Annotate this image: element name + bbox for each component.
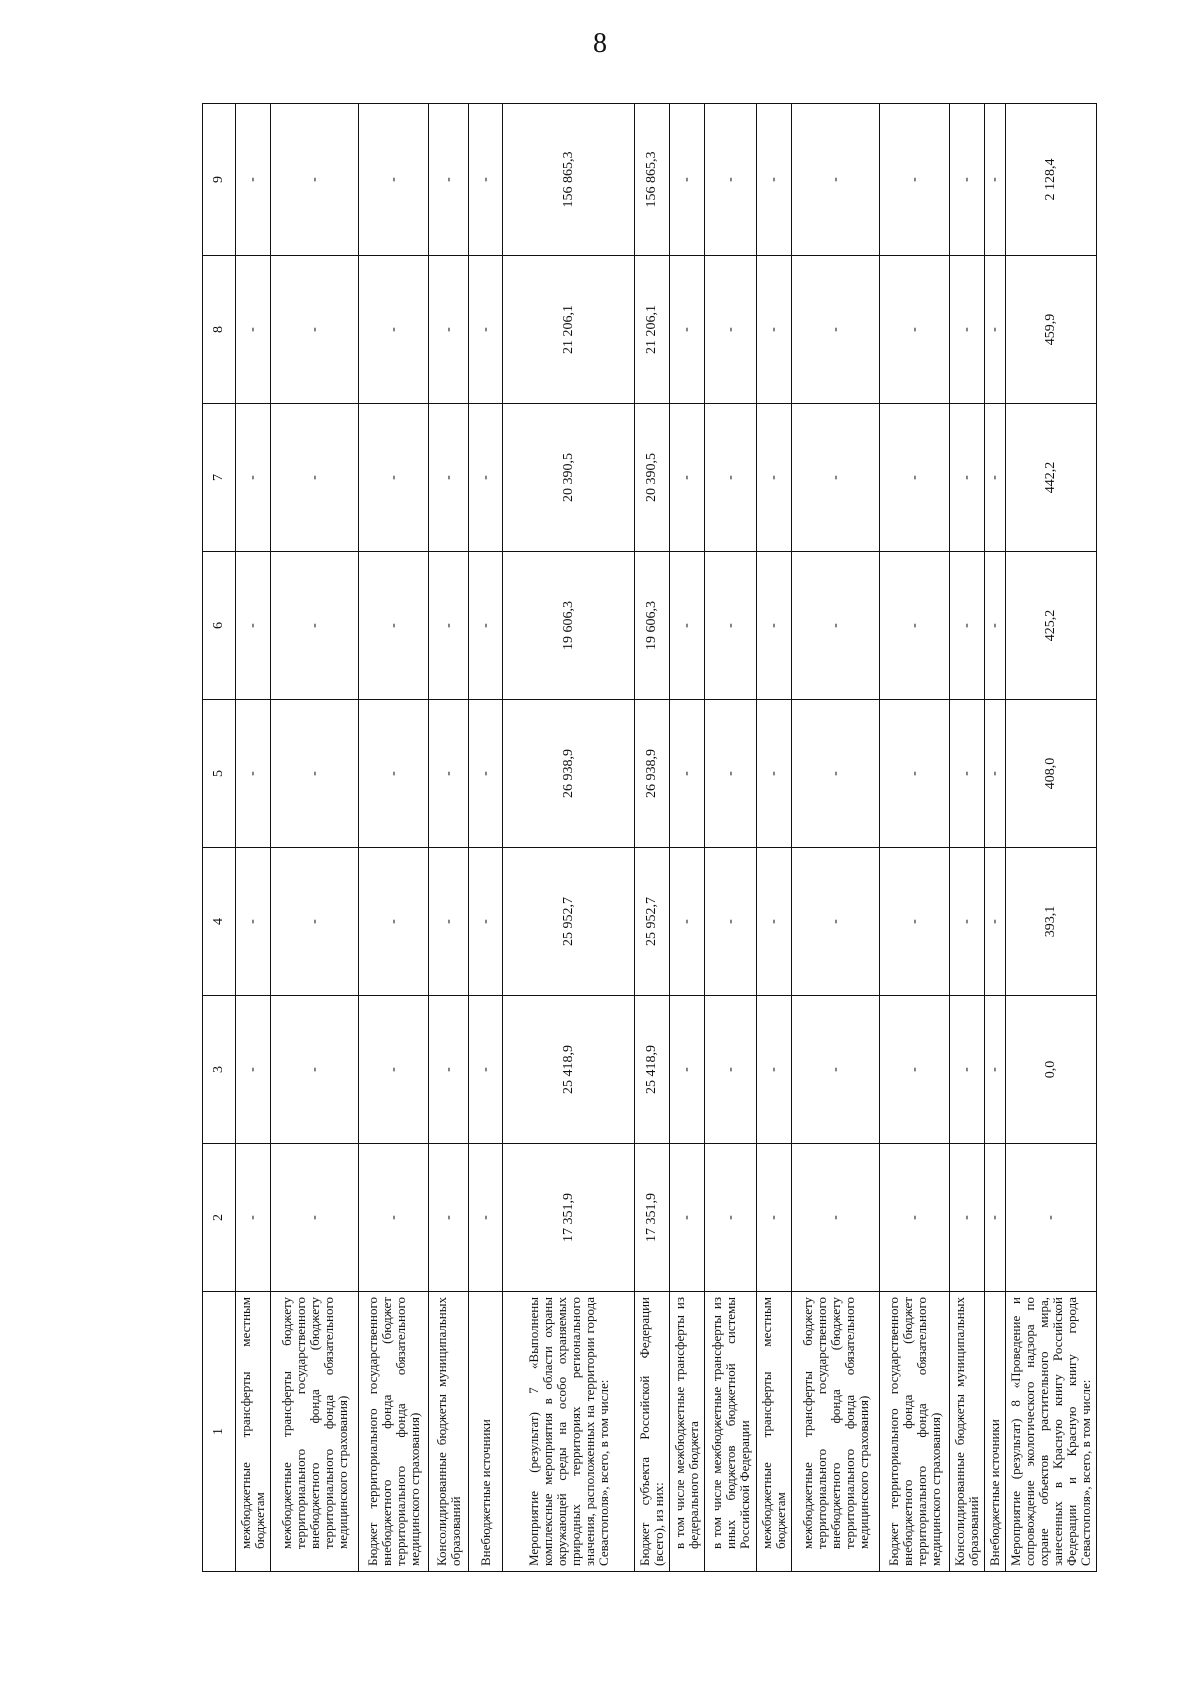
value-cell: - [271,404,359,552]
value-cell: - [670,552,705,700]
value-cell: 19 606,3 [503,552,635,700]
row-label: Консолидированные бюджеты муниципальных образований [950,1292,985,1572]
value-cell: - [705,848,757,996]
value-cell: - [271,700,359,848]
value-cell: - [792,1144,880,1292]
value-cell: - [792,404,880,552]
table-row [1006,104,1097,1572]
value-cell: - [985,256,1006,404]
value-cell: 26 938,9 [635,700,670,848]
value-cell: - [757,552,792,700]
value-cell: - [950,996,985,1144]
value-cell: - [236,848,271,996]
value-cell: - [880,404,950,552]
page-number: 8 [593,28,607,59]
value-cell: - [950,1144,985,1292]
value-cell: 442,2 [1006,404,1097,552]
value-cell: - [985,848,1006,996]
value-cell: - [469,404,503,552]
value-cell: 425,2 [1006,552,1097,700]
value-cell: - [950,552,985,700]
value-cell: 19 606,3 [635,552,670,700]
value-cell: - [705,700,757,848]
column-header: 9 [203,104,236,256]
budget-table [202,103,1097,1572]
value-cell: - [880,256,950,404]
value-cell: - [985,700,1006,848]
value-cell: - [670,404,705,552]
value-cell: - [705,104,757,256]
value-cell: - [1006,1144,1097,1292]
value-cell: - [670,104,705,256]
value-cell: - [271,1144,359,1292]
value-cell: - [792,996,880,1144]
value-cell: 408,0 [1006,700,1097,848]
value-cell: - [985,552,1006,700]
value-cell: - [469,552,503,700]
value-cell: - [670,700,705,848]
table-row [359,104,429,1572]
value-cell: - [950,104,985,256]
table-rotation [202,104,1092,1572]
value-cell: - [429,404,469,552]
value-cell: - [880,1144,950,1292]
value-cell: - [670,848,705,996]
row-label: Бюджет территориального государственного внебюджетного фонда (бюджет территориального фонда обязательного медицинского страхования) [359,1292,429,1572]
row-label: межбюджетные трансферты местным бюджетам [757,1292,792,1572]
value-cell: - [236,104,271,256]
row-label: Бюджет территориального государственного внебюджетного фонда (бюджет территориального фонда обязательного медицинского страхования) [880,1292,950,1572]
value-cell: - [757,700,792,848]
value-cell: - [792,552,880,700]
header-row [203,104,236,1572]
value-cell: - [236,700,271,848]
value-cell: - [429,256,469,404]
value-cell: - [359,552,429,700]
value-cell: - [469,1144,503,1292]
row-label: межбюджетные трансферты местным бюджетам [236,1292,271,1572]
value-cell: - [359,1144,429,1292]
value-cell: 25 952,7 [503,848,635,996]
table-row [705,104,757,1572]
value-cell: - [359,104,429,256]
value-cell: - [950,404,985,552]
value-cell: 20 390,5 [635,404,670,552]
row-label: межбюджетные трансферты бюджету территориального государственного внебюджетного фонда (бюджету территориального фонда обязательного медицинского страхования) [792,1292,880,1572]
value-cell: 20 390,5 [503,404,635,552]
value-cell: - [469,700,503,848]
value-cell: 459,9 [1006,256,1097,404]
table-row [503,104,635,1572]
row-label: в том числе межбюджетные трансферты из иных бюджетов бюджетной системы Российской Федерации [705,1292,757,1572]
column-header: 1 [203,1292,236,1572]
value-cell: - [705,1144,757,1292]
value-cell: - [792,700,880,848]
value-cell: - [757,256,792,404]
row-label: Внебюджетные источники [985,1292,1006,1572]
table-row [670,104,705,1572]
column-header: 8 [203,256,236,404]
value-cell: - [670,1144,705,1292]
value-cell: - [271,104,359,256]
row-label: межбюджетные трансферты бюджету территориального государственного внебюджетного фонда (бюджету территориального фонда обязательного медицинского страхования) [271,1292,359,1572]
value-cell: - [985,1144,1006,1292]
value-cell: - [950,848,985,996]
value-cell: - [757,848,792,996]
value-cell: - [271,552,359,700]
value-cell: - [236,256,271,404]
value-cell: - [705,552,757,700]
value-cell: - [792,256,880,404]
column-header: 7 [203,404,236,552]
column-header: 4 [203,848,236,996]
value-cell: - [359,700,429,848]
table-row [236,104,271,1572]
value-cell: - [236,996,271,1144]
value-cell: 21 206,1 [635,256,670,404]
column-header: 6 [203,552,236,700]
value-cell: - [670,256,705,404]
rotated-table-container [202,104,1092,1572]
table-row [985,104,1006,1572]
table-row [429,104,469,1572]
value-cell: - [359,256,429,404]
value-cell: 2 128,4 [1006,104,1097,256]
value-cell: 17 351,9 [635,1144,670,1292]
value-cell: - [757,404,792,552]
value-cell: - [880,996,950,1144]
value-cell: - [429,552,469,700]
value-cell: - [950,700,985,848]
value-cell: - [271,848,359,996]
value-cell: - [236,1144,271,1292]
table-body [236,104,1097,1572]
table-row [635,104,670,1572]
table-row [880,104,950,1572]
value-cell: 393,1 [1006,848,1097,996]
value-cell: - [429,700,469,848]
value-cell: 0,0 [1006,996,1097,1144]
value-cell: 156 865,3 [503,104,635,256]
table-row [950,104,985,1572]
value-cell: - [429,104,469,256]
value-cell: - [880,848,950,996]
row-label: Внебюджетные источники [469,1292,503,1572]
value-cell: - [705,996,757,1144]
value-cell: - [236,552,271,700]
value-cell: 26 938,9 [503,700,635,848]
value-cell: - [271,996,359,1144]
value-cell: - [429,1144,469,1292]
row-label: Консолидированные бюджеты муниципальных образований [429,1292,469,1572]
value-cell: - [792,848,880,996]
value-cell: - [469,104,503,256]
value-cell: - [880,700,950,848]
row-label: в том числе межбюджетные трансферты из федерального бюджета [670,1292,705,1572]
column-header: 5 [203,700,236,848]
value-cell: - [469,848,503,996]
value-cell: - [705,256,757,404]
value-cell: - [880,552,950,700]
row-label: Бюджет субъекта Российской Федерации (всего), из них: [635,1292,670,1572]
value-cell: - [985,996,1006,1144]
value-cell: - [757,1144,792,1292]
value-cell: 17 351,9 [503,1144,635,1292]
table-row [469,104,503,1572]
value-cell: - [880,104,950,256]
value-cell: 21 206,1 [503,256,635,404]
table-row [271,104,359,1572]
value-cell: - [429,996,469,1144]
value-cell: - [236,404,271,552]
value-cell: 25 418,9 [635,996,670,1144]
value-cell: - [271,256,359,404]
value-cell: - [757,104,792,256]
value-cell: - [950,256,985,404]
value-cell: - [469,256,503,404]
table-row [792,104,880,1572]
value-cell: - [757,996,792,1144]
value-cell: - [429,848,469,996]
value-cell: 156 865,3 [635,104,670,256]
value-cell: - [469,996,503,1144]
value-cell: - [359,996,429,1144]
row-label: Мероприятие (результат) 8 «Проведение и сопровождение экологического надзора по охране объектов растительного мира, занесенных в Красную книгу Российской Федерации и Красную книгу города Севастополя», всего, в том числе: [1006,1292,1097,1572]
value-cell: - [670,996,705,1144]
value-cell: - [359,848,429,996]
table-row [757,104,792,1572]
row-label: Мероприятие (результат) 7 «Выполнены комплексные мероприятия в области охраны окружающей среды на особо охраняемых природных территориях регионального значения, расположенных на территории города Севастополя», всего, в том числе: [503,1292,635,1572]
value-cell: 25 418,9 [503,996,635,1144]
value-cell: - [985,404,1006,552]
value-cell: - [985,104,1006,256]
value-cell: - [792,104,880,256]
column-header: 2 [203,1144,236,1292]
value-cell: - [705,404,757,552]
value-cell: - [359,404,429,552]
value-cell: 25 952,7 [635,848,670,996]
column-header: 3 [203,996,236,1144]
